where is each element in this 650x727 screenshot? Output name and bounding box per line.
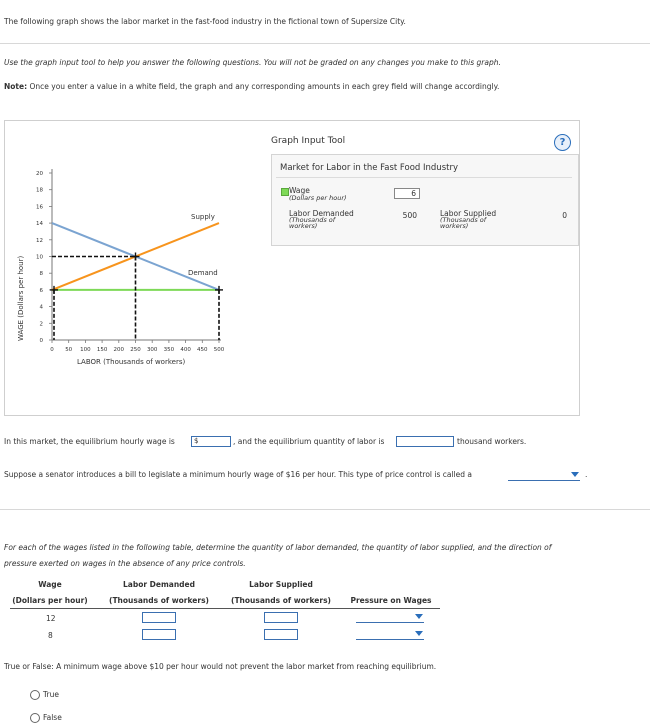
q2-text: Suppose a senator introduces a bill to legislate a minimum hourly wage of $16 per hour. This type of price control is called a — [4, 470, 473, 479]
labor-supplied-unit2: workers) — [440, 222, 469, 230]
x-tick-label: 50 — [65, 347, 73, 353]
x-tick-label: 300 — [146, 347, 158, 353]
x-tick-label: 100 — [80, 347, 91, 353]
x-tick-label: 150 — [96, 347, 108, 353]
tool-divider — [276, 177, 572, 178]
q1-suffix: thousand workers. — [457, 437, 527, 446]
y-tick-label: 6 — [39, 287, 43, 294]
labor-supplied-unit1: (Thousands of — [440, 216, 487, 224]
equilibrium-quantity-input[interactable] — [396, 436, 454, 447]
col-pressure-title: Pressure on Wages — [350, 596, 432, 605]
demand-curve-label: Demand — [188, 269, 218, 277]
col-wage-title: Wage — [38, 580, 62, 589]
graph-panel — [4, 120, 580, 416]
y-tick-label: 8 — [39, 271, 43, 278]
row1-supplied-input[interactable] — [264, 612, 298, 623]
y-tick-label: 16 — [36, 204, 43, 211]
row2-supplied-input[interactable] — [264, 629, 298, 640]
q2-end: . — [585, 470, 588, 479]
q3-line1: For each of the wages listed in the following table, determine the quantity of labor demanded, the quantity of labor supplied, and the direction of — [4, 543, 552, 552]
x-tick-label: 400 — [180, 347, 191, 353]
wage-unit: (Dollars per hour) — [289, 194, 347, 202]
divider — [0, 43, 650, 44]
help-icon[interactable]: ? — [554, 134, 571, 151]
false-label[interactable]: False — [43, 713, 62, 722]
q1-middle: , and the equilibrium quantity of labor is — [233, 437, 385, 446]
labor-supplied-value: 0 — [534, 210, 570, 221]
col-supplied-unit: (Thousands of workers) — [231, 596, 331, 605]
y-tick-label: 18 — [36, 187, 43, 194]
divider — [0, 509, 650, 510]
labor-demanded-label: Labor Demanded — [289, 209, 354, 218]
equilibrium-wage-input[interactable] — [191, 436, 231, 447]
y-tick-label: 12 — [36, 237, 43, 244]
false-radio[interactable] — [30, 713, 40, 723]
note-body: Once you enter a value in a white field, the graph and any corresponding amounts in each grey field will change accordingly. — [27, 82, 500, 91]
x-axis-label: LABOR (Thousands of workers) — [77, 358, 186, 366]
col-wage-unit: (Dollars per hour) — [12, 596, 88, 605]
graph-input-tool-box — [271, 154, 579, 246]
row-wage-12: 12 — [46, 614, 56, 623]
chevron-down-icon — [415, 631, 423, 636]
x-tick-label: 350 — [163, 347, 175, 353]
y-tick-label: 4 — [39, 304, 43, 311]
row2-pressure-dropdown[interactable] — [356, 628, 424, 640]
row1-demanded-input[interactable] — [142, 612, 176, 623]
supply-curve-label: Supply — [191, 213, 215, 221]
x-tick-label: 250 — [130, 347, 141, 353]
x-tick-label: 200 — [113, 347, 125, 353]
x-tick-label: 500 — [213, 347, 225, 353]
labor-demanded-value: 500 — [384, 210, 420, 221]
q3-line2: pressure exerted on wages in the absence of any price controls. — [4, 559, 246, 568]
chevron-down-icon — [571, 472, 579, 477]
row-wage-8: 8 — [48, 631, 53, 640]
y-tick-label: 2 — [39, 321, 43, 328]
wage-line-icon — [281, 188, 289, 196]
y-tick-label: 10 — [36, 254, 43, 261]
wage-label: Wage — [289, 186, 310, 195]
y-tick-label: 20 — [36, 171, 43, 177]
true-radio[interactable] — [30, 690, 40, 700]
labor-demanded-unit2: workers) — [289, 222, 318, 230]
row1-pressure-dropdown[interactable] — [356, 611, 424, 623]
market-title: Market for Labor in the Fast Food Industry — [280, 163, 458, 173]
q4-text: True or False: A minimum wage above $10 per hour would not prevent the labor market from reaching equilibrium. — [4, 662, 437, 671]
x-tick-label: 450 — [197, 347, 208, 353]
col-demanded-title: Labor Demanded — [122, 580, 196, 589]
x-tick-label: 0 — [50, 347, 54, 353]
y-axis-label: WAGE (Dollars per hour) — [17, 255, 25, 341]
note-text — [4, 82, 499, 91]
y-tick-label: 14 — [36, 221, 43, 228]
col-demanded-unit: (Thousands of workers) — [109, 596, 209, 605]
chevron-down-icon — [415, 614, 423, 619]
labor-supplied-label: Labor Supplied — [440, 209, 497, 218]
table-header-rule — [10, 608, 440, 609]
row2-demanded-input[interactable] — [142, 629, 176, 640]
labor-demanded-unit1: (Thousands of — [289, 216, 336, 224]
price-control-dropdown[interactable] — [508, 469, 580, 481]
labor-market-chart — [5, 121, 225, 381]
note-label: Note: — [4, 82, 28, 91]
wage-input[interactable]: 6 — [394, 188, 420, 199]
instruction-text: Use the graph input tool to help you answer the following questions. You will not be graded on any changes you make to this graph. — [4, 58, 501, 67]
col-supplied-title: Labor Supplied — [249, 580, 313, 589]
y-tick-label: 0 — [39, 338, 43, 344]
intro-text: The following graph shows the labor market in the fast-food industry in the fictional town of Supersize City. — [4, 17, 406, 26]
true-label[interactable]: True — [43, 690, 59, 699]
dollar-sign: $ — [194, 437, 199, 445]
graph-input-tool-title: Graph Input Tool — [271, 136, 346, 146]
q1-prefix: In this market, the equilibrium hourly wage is — [4, 437, 175, 446]
